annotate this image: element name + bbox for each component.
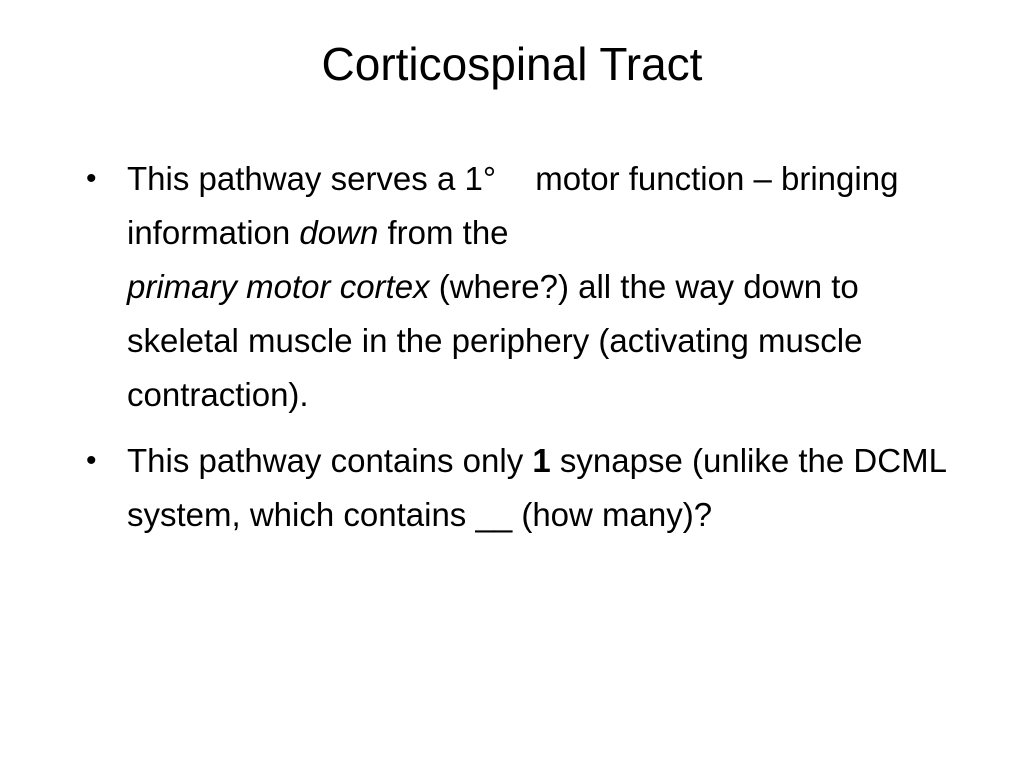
bullet-item-2: [86, 434, 946, 542]
bullet-1-italic-cortex: primary motor cortex: [127, 268, 430, 305]
slide-title: Corticospinal Tract: [321, 38, 703, 90]
bullet-list: [86, 152, 946, 554]
bullet-2-bold-count: 1: [532, 442, 551, 479]
bullet-1-text-b: motor function – bringing information: [127, 160, 899, 251]
bullet-2-text-a: This pathway contains only: [127, 442, 533, 479]
bullet-1-italic-down: down: [299, 214, 379, 251]
bullet-dot-icon: •: [86, 162, 97, 195]
bullet-1-text-a: This pathway serves a 1: [127, 160, 483, 197]
bullet-1-text-c: from the: [378, 214, 509, 251]
bullet-item-1: [86, 152, 946, 422]
bullet-1-text-d: (where?) all the way down to skeletal muscle in the periphery (activating muscle contraction).: [127, 268, 863, 413]
bullet-2-text-b: synapse (unlike the DCML system, which contains __ (how many)?: [127, 442, 946, 533]
bullet-dot-icon: •: [86, 444, 97, 477]
degree-symbol: °: [482, 160, 497, 197]
